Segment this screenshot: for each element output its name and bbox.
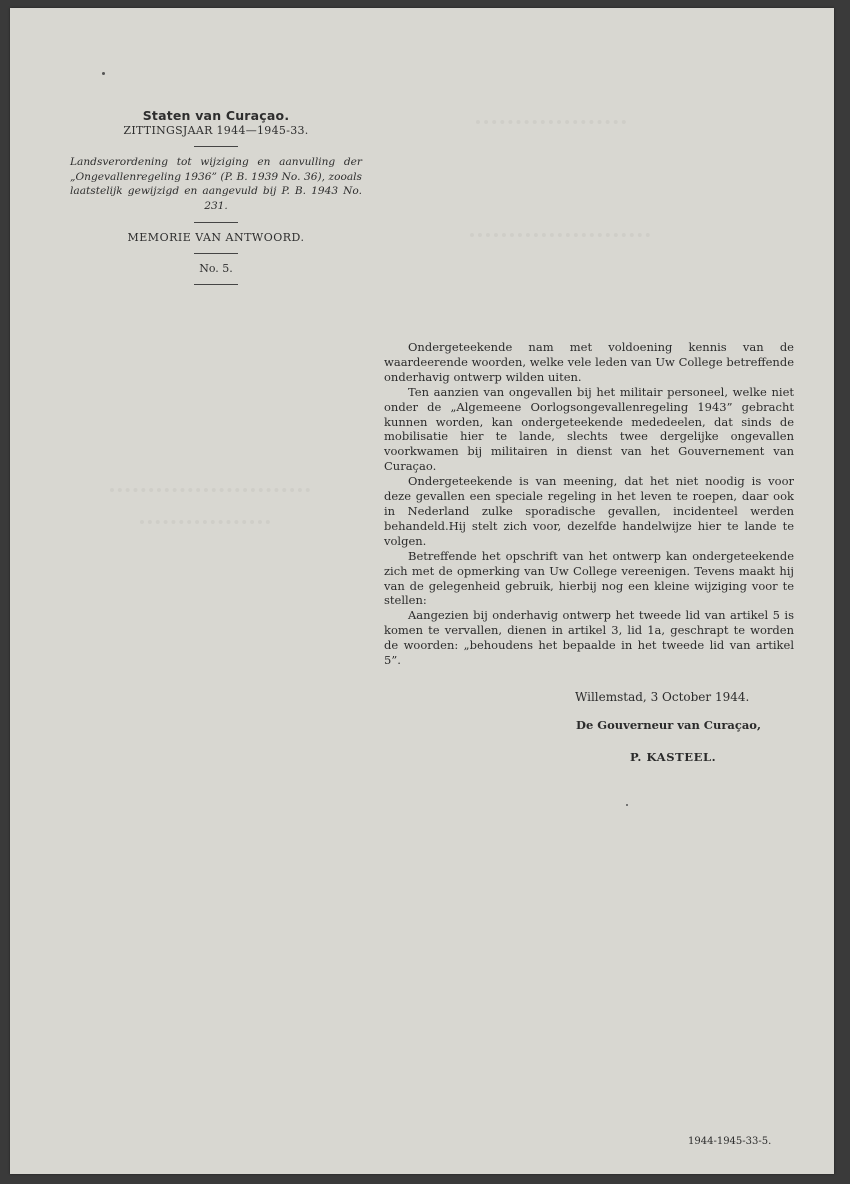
body-paragraph: Betreffende het opschrift van het ontwerp kan ondergeteekende zich met de opmerking van Uw College vereenigen. Tevens maakt hij van de gelegenheid gebruik, hierbij nog een kleine wijziging voor te stellen: <box>384 548 794 608</box>
signatory-office: De Gouverneur van Curaçao, <box>576 718 761 732</box>
document-code: 1944-1945-33-5. <box>688 1136 772 1147</box>
body-paragraph: Aangezien bij onderhavig ontwerp het tweede lid van artikel 5 is komen te vervallen, dienen in artikel 3, lid 1a, geschrapt te worden de woorden: „behoudens het bepaalde in het tweede lid van artikel 5”. <box>384 608 794 668</box>
body-paragraph: Ten aanzien van ongevallen bij het militair personeel, welke niet onder de „Algemeene Oorlogsongevallenregeling 1943” gebracht kunnen worden, kan ondergeteekende mededeelen, dat sinds de mobilisatie hier te lande, slechts twee dergelijke ongevallen voorkwamen bij militairen in dienst van het Gouvernement van Curaçao. <box>384 384 794 474</box>
organization-name: Staten van Curaçao. <box>142 108 290 123</box>
session-year: ZITTINGSJAAR 1944—1945-33. <box>123 124 309 137</box>
bleed-through-mark <box>470 233 650 247</box>
signatory-name: P. KASTEEL. <box>630 750 717 764</box>
paper-sheet <box>10 8 834 1174</box>
place-and-date: Willemstad, 3 October 1944. <box>575 690 750 704</box>
divider <box>194 222 238 223</box>
bleed-through-mark <box>110 488 310 502</box>
divider <box>194 284 238 285</box>
memo-heading: MEMORIE VAN ANTWOORD. <box>127 231 305 245</box>
speck <box>102 72 105 75</box>
divider <box>194 146 238 147</box>
bleed-through-mark <box>476 120 626 136</box>
speck <box>626 804 628 806</box>
divider <box>194 253 238 254</box>
ordinance-title: Landsverordening tot wijziging en aanvulling der „Ongevallenregeling 1936” (P. B. 1939 No. 36), zooals laatstelijk gewijzigd en aangevuld bij P. B. 1943 No. 231. <box>70 156 362 212</box>
body-paragraph: Ondergeteekende is van meening, dat het niet noodig is voor deze gevallen een speciale regeling in het leven te roepen, daar ook in Nederland zulke sporadische gevallen, incidenteel werden behandeld.Hij stelt zich voor, dezelfde handelwijze hier te lande te volgen. <box>384 474 794 548</box>
document-header <box>66 108 366 293</box>
bleed-through-mark <box>140 520 270 534</box>
body-paragraph: Ondergeteekende nam met voldoening kennis van de waardeerende woorden, welke vele leden van Uw College betreffende onderhavig ontwerp wilden uiten. <box>384 340 794 384</box>
memo-body <box>384 340 794 668</box>
document-number: No. 5. <box>199 262 233 276</box>
